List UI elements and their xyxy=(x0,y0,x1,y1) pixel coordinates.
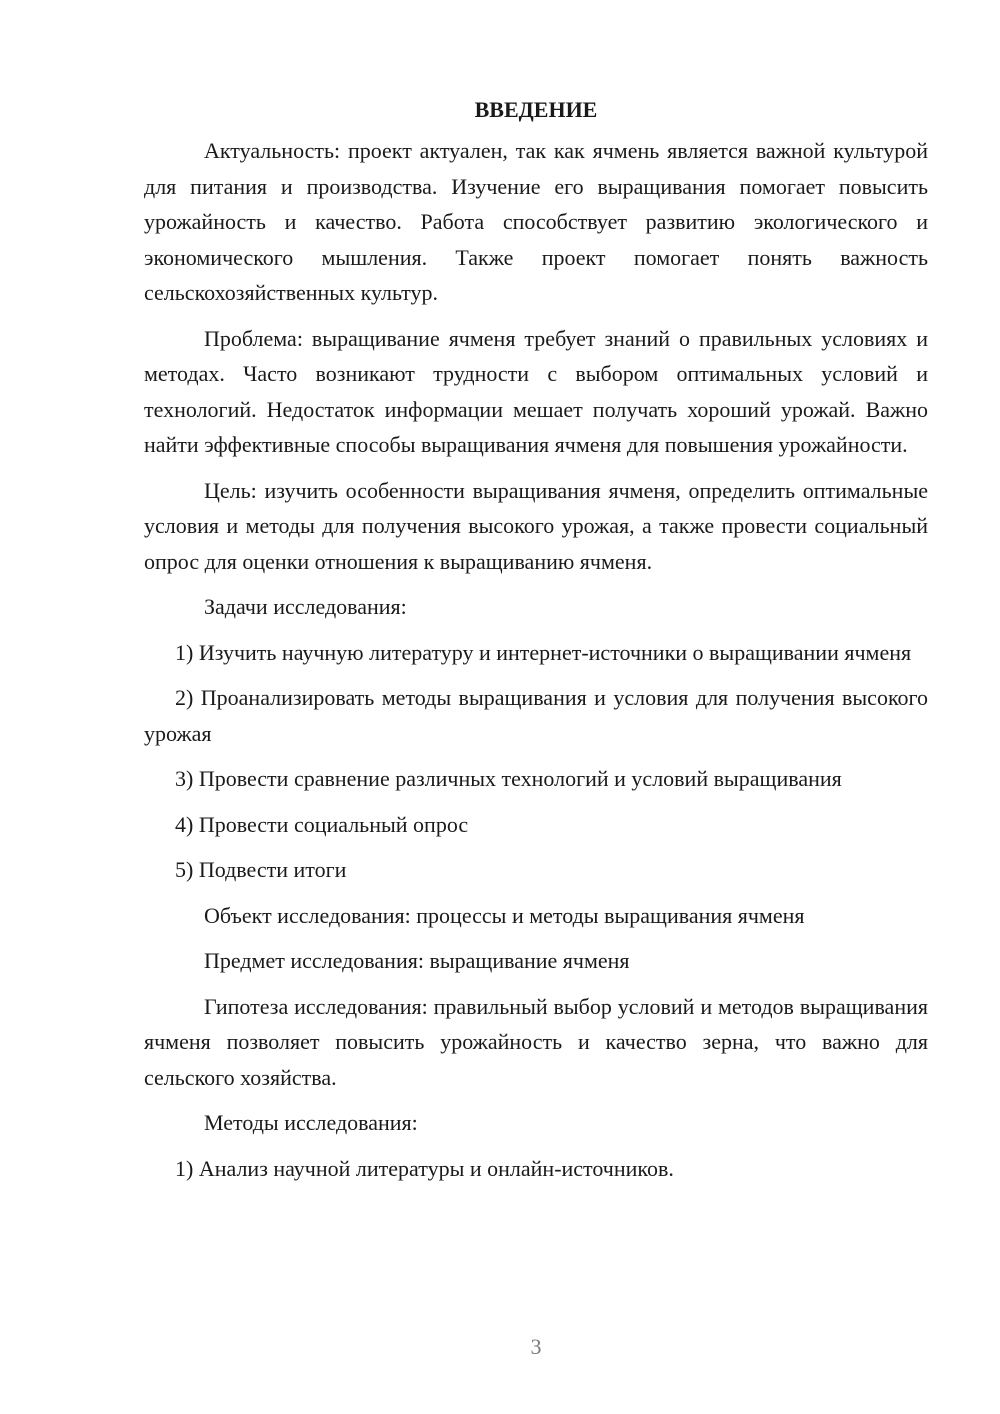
task-item: 1) Изучить научную литературу и интернет-источники о выращивании ячменя xyxy=(175,639,912,665)
page-title: ВВЕДЕНИЕ xyxy=(474,97,598,122)
task-item: 4) Провести социальный опрос xyxy=(175,811,469,837)
page-number: 3 xyxy=(530,1334,542,1359)
subject-paragraph: Предмет исследования: выращивание ячменя xyxy=(204,948,630,973)
task-item: 5) Подвести итоги xyxy=(175,857,347,882)
methods-heading: Методы исследования: xyxy=(204,1110,418,1135)
object-paragraph: Объект исследования: процессы и методы выращивания ячменя xyxy=(204,902,805,928)
relevance-paragraph: Актуальность: проект актуален, так как ячмень является важной культурой для питания и производства. Изучение его выращивания помогает повысить урожайность и качество. Работа способствует развитию экологического и экономического мышления. Также проект помогает понять важность сельскохозяйственных культур. xyxy=(144,138,928,305)
goal-paragraph: Цель: изучить особенности выращивания ячменя, определить оптимальные условия и методы для получения высокого урожая, а также провести социальный опрос для оценки отношения к выращиванию ячменя. xyxy=(144,477,928,574)
hypothesis-paragraph: Гипотеза исследования: правильный выбор условий и методов выращивания ячменя позволяет повысить урожайность и качество зерна, что важно для сельского хозяйства. xyxy=(144,993,928,1090)
task-item: 3) Провести сравнение различных технологий и условий выращивания xyxy=(175,766,842,791)
document-page xyxy=(144,92,928,1196)
problem-paragraph: Проблема: выращивание ячменя требует знаний о правильных условиях и методах. Часто возникают трудности с выбором оптимальных условий и технологий. Недостаток информации мешает получать хороший урожай. Важно найти эффективные способы выращивания ячменя для повышения урожайности. xyxy=(144,325,928,457)
task-item: 2) Проанализировать методы выращивания и условия для получения высокого урожая xyxy=(144,685,928,746)
method-item: 1) Анализ научной литературы и онлайн-источников. xyxy=(175,1155,674,1181)
tasks-heading: Задачи исследования: xyxy=(204,594,407,619)
